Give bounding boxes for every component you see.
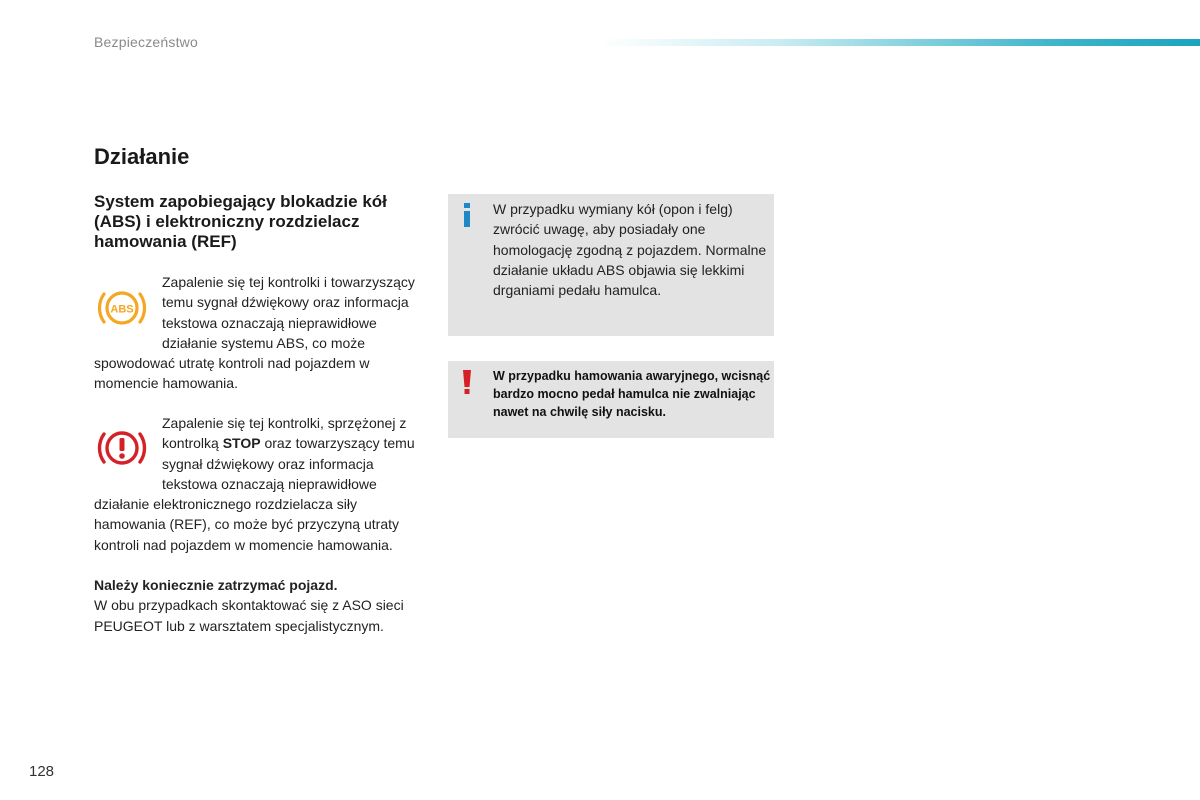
abs-icon-label: ABS	[110, 303, 134, 316]
page-number: 128	[29, 763, 55, 780]
ref-paragraph-block	[94, 413, 424, 555]
exclamation-icon	[460, 369, 476, 395]
ref-text-after: oraz towarzyszący temu sygnał dźwiękowy oraz informacja tekstowa oznaczają nieprawidłowe działanie elektronicznego rozdzielacza siły hamowania (REF), co może być przyczyną utraty kontroli nad pojazdem w momencie hamowania.	[94, 435, 415, 553]
must-stop-text: Należy koniecznie zatrzymać pojazd.	[94, 577, 338, 593]
page-title: Działanie	[94, 144, 190, 169]
section-label: Bezpieczeństwo	[94, 34, 198, 50]
info-box-text: W przypadku wymiany kół (opon i felg) zwrócić uwagę, aby posiadały one homologację zgodną z pojazdem. Normalne działanie układu ABS objawia się lekkimi drganiami pedału hamulca.	[493, 201, 767, 299]
brake-warning-icon	[94, 415, 162, 477]
warning-box	[448, 361, 774, 438]
info-icon	[460, 202, 476, 228]
abs-paragraph-block	[94, 272, 424, 394]
abs-ref-heading: System zapobiegający blokadzie kół (ABS) i elektroniczny rozdzielacz hamowania (REF)	[94, 192, 387, 251]
warning-box-text: W przypadku hamowania awaryjnego, wcisnąć bardzo mocno pedał hamulca nie zwalniając nawet na chwilę siły nacisku.	[493, 369, 771, 419]
stop-keyword: STOP	[222, 435, 261, 452]
after-ref-block	[94, 575, 424, 636]
abs-warning-icon	[94, 274, 162, 336]
abs-paragraph: Zapalenie się tej kontrolki i towarzyszący temu sygnał dźwiękowy oraz informacja tekstowa oznaczają nieprawidłowe działanie systemu ABS, co może spowodować utratę kontroli nad pojazdem w momencie hamowania.	[94, 274, 415, 392]
ref-text-before: Zapalenie się tej kontrolki, sprzężonej z kontrolką	[162, 415, 407, 452]
header-accent-bar	[600, 39, 1200, 46]
info-box	[448, 194, 774, 336]
contact-text: W obu przypadkach skontaktować się z ASO sieci PEUGEOT lub z warsztatem specjalistycznym.	[94, 597, 404, 634]
